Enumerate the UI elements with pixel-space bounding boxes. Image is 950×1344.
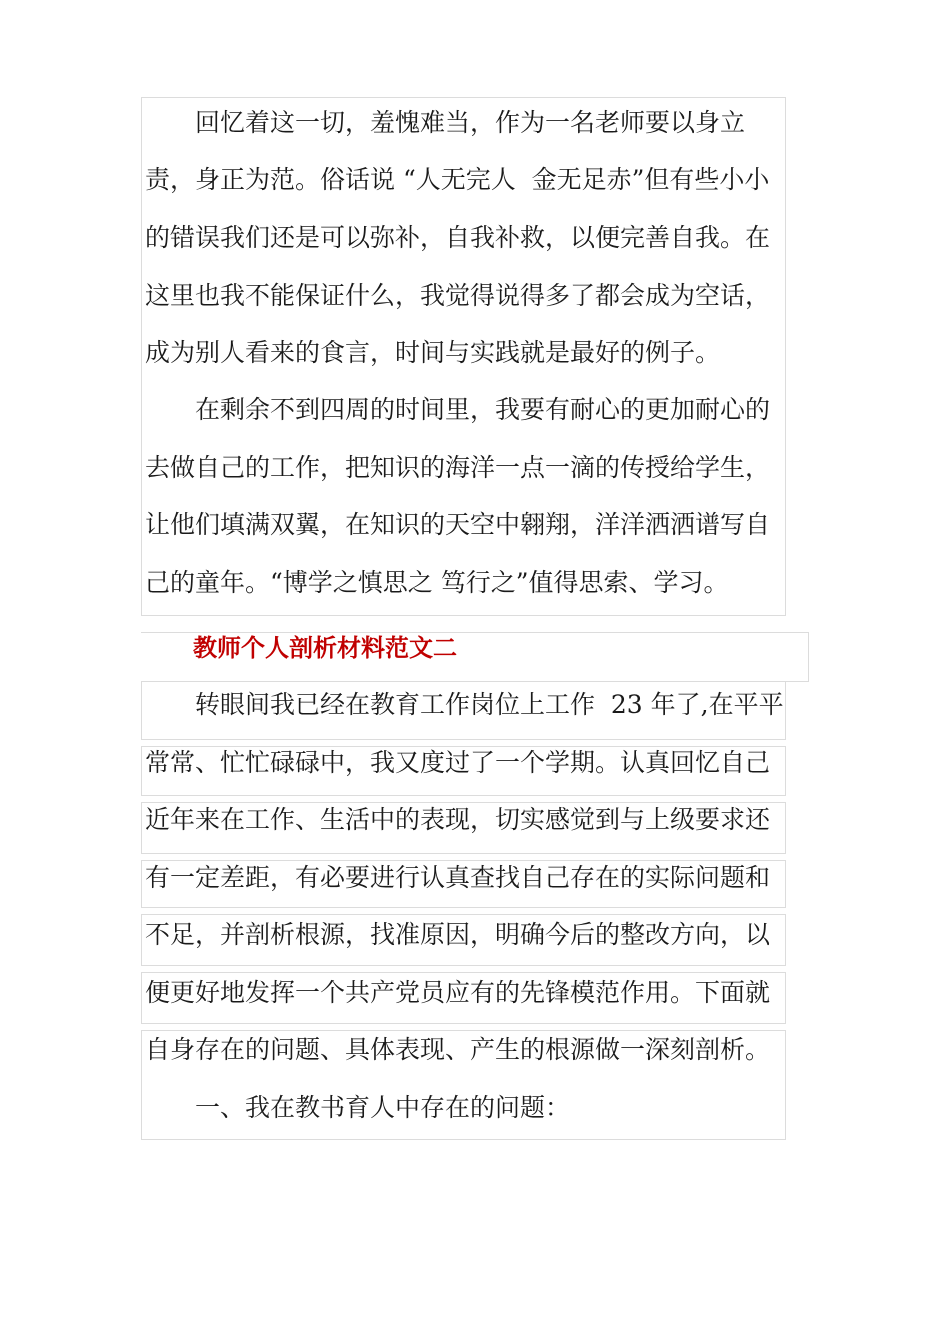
text-line: 责，身正为范。俗话说 “人无完人 金无足赤”但有些小小	[145, 165, 770, 194]
text-line: 常常、忙忙碌碌中，我又度过了一个学期。认真回忆自己	[145, 748, 771, 777]
text-line: 便更好地发挥一个共产党员应有的先锋模范作用。下面就	[145, 978, 771, 1007]
text-line: 自身存在的问题、具体表现、产生的根源做一深刻剖析。	[145, 1035, 771, 1064]
text-line: 在剩余不到四周的时间里，我要有耐心的更加耐心的	[195, 395, 771, 424]
text-line: 己的童年。“博学之慎思之 笃行之”值得思索、学习。	[145, 568, 729, 597]
subheading: 一、我在教书育人中存在的问题：	[195, 1093, 571, 1122]
text-line: 这里也我不能保证什么，我觉得说得多了都会成为空话，	[145, 281, 771, 310]
text-line: 成为别人看来的食言，时间与实践就是最好的例子。	[145, 338, 721, 367]
text-line: 有一定差距，有必要进行认真查找自己存在的实际问题和	[145, 863, 771, 892]
text-line: 近年来在工作、生活中的表现，切实感觉到与上级要求还	[145, 805, 771, 834]
text-line: 让他们填满双翼，在知识的天空中翱翔，洋洋洒洒谱写自	[145, 510, 771, 539]
text-line: 不足，并剖析根源，找准原因，明确今后的整改方向，以	[145, 920, 771, 949]
section-heading: 教师个人剖析材料范文二	[193, 634, 457, 662]
text-line: 的错误我们还是可以弥补，自我补救，以便完善自我。在	[145, 223, 771, 252]
text-line: 去做自己的工作，把知识的海洋一点一滴的传授给学生，	[145, 453, 771, 482]
text-line: 回忆着这一切，羞愧难当，作为一名老师要以身立	[195, 108, 746, 137]
text-line: 转眼间我已经在教育工作岗位上工作 23 年了,在平平	[195, 690, 784, 719]
